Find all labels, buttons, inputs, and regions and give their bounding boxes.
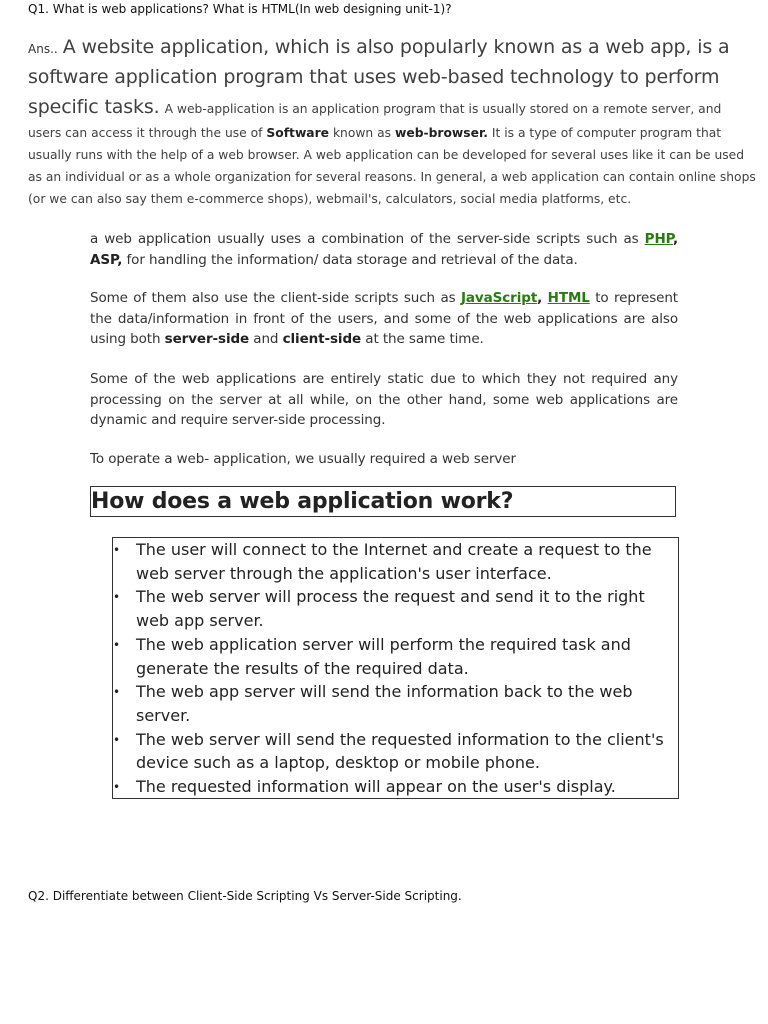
client-side-bold: client-side bbox=[282, 331, 362, 347]
para2-text-3: at the same time. bbox=[365, 331, 484, 347]
answer-bold-software: Software bbox=[266, 126, 330, 140]
html-link[interactable]: HTML bbox=[547, 290, 590, 306]
step-text: The web server will send the requested information to the client's device such as a laptop, desktop or mobile phone. bbox=[136, 729, 664, 773]
bullet-icon: • bbox=[113, 637, 121, 652]
bullet-icon: • bbox=[113, 590, 121, 605]
paragraph-client-scripts bbox=[90, 288, 678, 350]
bullet-icon: • bbox=[113, 732, 121, 747]
question-2-title: Q2. Differentiate between Client-Side Scripting Vs Server-Side Scripting. bbox=[28, 889, 462, 903]
server-side-bold: server-side bbox=[164, 331, 250, 347]
bullet-icon: • bbox=[113, 780, 121, 795]
step-item bbox=[113, 680, 678, 727]
step-text: The web server will process the request and send it to the right web app server. bbox=[136, 587, 645, 631]
step-item bbox=[113, 538, 678, 585]
javascript-link[interactable]: JavaScript bbox=[461, 290, 538, 306]
paragraph-web-server: To operate a web- application, we usually required a web server bbox=[90, 451, 516, 467]
step-item bbox=[113, 633, 678, 680]
step-text: The requested information will appear on the user's display. bbox=[136, 777, 616, 797]
question-1-title: Q1. What is web applications? What is HTML(In web designing unit-1)? bbox=[28, 2, 452, 16]
para2-comma: , bbox=[537, 290, 543, 306]
answer-body-text-2: known as bbox=[332, 126, 392, 140]
steps-list bbox=[112, 537, 679, 799]
answer-bold-browser: web-browser. bbox=[395, 126, 488, 140]
para1-comma: , bbox=[672, 231, 678, 247]
step-item bbox=[113, 728, 678, 775]
php-link[interactable]: PHP bbox=[644, 231, 673, 247]
section-heading: How does a web application work? bbox=[90, 486, 676, 517]
answer-body-text-1: A web-application is an application program that is usually stored on a remote server, and users can access it through the use of bbox=[28, 102, 722, 140]
step-item bbox=[113, 585, 678, 632]
step-item bbox=[113, 775, 678, 799]
bullet-icon: • bbox=[113, 543, 121, 557]
paragraph-static-dynamic: Some of the web applications are entirely static due to which they not required any processing on the server at all while, on the other hand, some web applications are dynamic and require server-side processing. bbox=[90, 371, 678, 428]
bullet-icon: • bbox=[113, 685, 121, 700]
answer-block bbox=[28, 32, 758, 210]
answer-body-text-3: It is a type of computer program that usually runs with the help of a web browser. A web application can be developed for several uses like it can be used as an individual or as a whole organization for several reasons. In general, a web application can contain online shops (or we can also say them e-commerce shops), webmail's, calculators, social media platforms, etc. bbox=[28, 126, 756, 206]
paragraph-server-scripts bbox=[90, 229, 678, 270]
para1-text-2: for handling the information/ data storage and retrieval of the data. bbox=[126, 251, 578, 268]
answer-label: Ans.. bbox=[28, 42, 58, 56]
para2-and: and bbox=[253, 331, 279, 347]
para2-text-1: Some of them also use the client-side scripts such as bbox=[90, 290, 456, 306]
answer-lead: A website application, which is also popularly known as a web app, is a software application program that uses web-based technology to perform specific tasks. bbox=[28, 36, 730, 118]
step-text: The web app server will send the information back to the web server. bbox=[136, 682, 633, 725]
step-text: The web application server will perform the required task and generate the results of the required data. bbox=[136, 634, 631, 678]
para1-text-1: a web application usually uses a combination of the server-side scripts such as bbox=[90, 231, 639, 247]
step-text: The user will connect to the Internet and create a request to the web server through the application's user interface. bbox=[136, 540, 652, 583]
asp-bold: ASP, bbox=[90, 251, 123, 268]
para2-text-2: to represent the data/information in front of the users, and some of the web applications are also using both bbox=[90, 290, 678, 347]
